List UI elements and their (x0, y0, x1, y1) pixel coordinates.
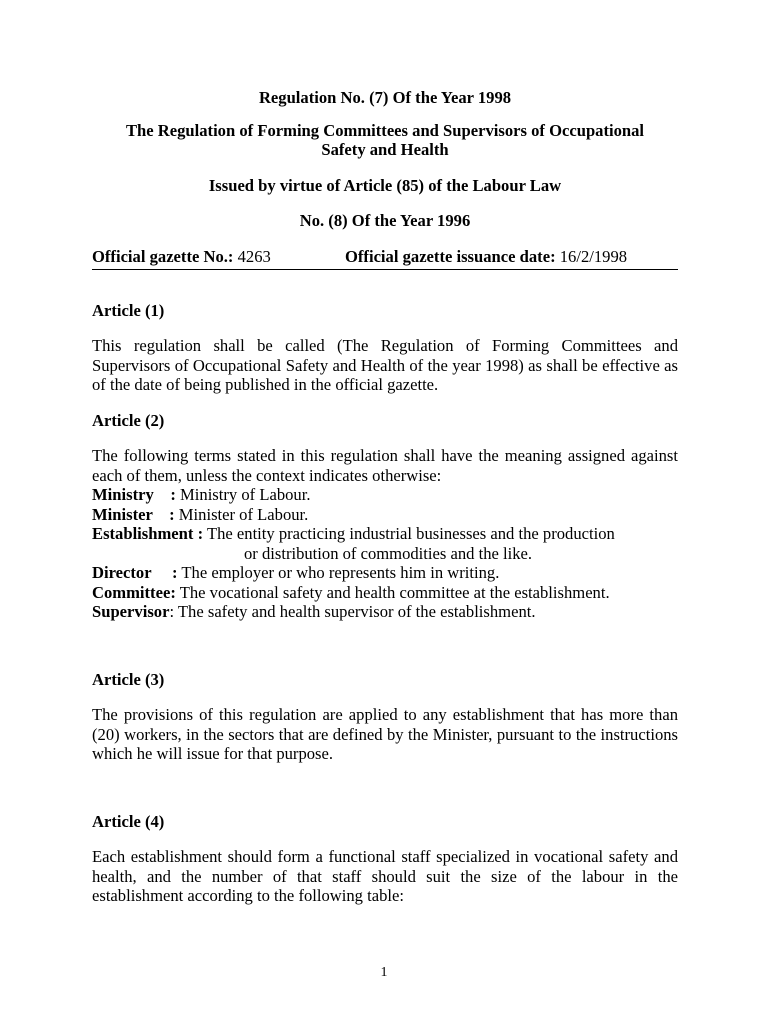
definition-term: Minister : (92, 504, 175, 524)
article-1-text: This regulation shall be called (The Regulation of Forming Committees and Supervisors of Occupational Safety and Health of the year 1998) as shall be effective as of the date of being published in the official gazette. (92, 336, 678, 394)
article-2-intro: The following terms stated in this regulation shall have the meaning assigned against each of them, unless the context indicates otherwise: (92, 446, 678, 485)
definition-term: Supervisor (92, 602, 170, 621)
article-2-heading: Article (2) (92, 410, 165, 430)
definition-meaning-continued: or distribution of commodities and the like. (244, 543, 533, 563)
regulation-number: Regulation No. (7) Of the Year 1998 (258, 88, 512, 107)
gazette-number-value: 4263 (233, 246, 271, 266)
page-number: 1 (380, 965, 388, 980)
definition-ministry (92, 485, 678, 505)
document-body (92, 88, 678, 906)
article-3-text: The provisions of this regulation are applied to any establishment that has more than (20) workers, in the sectors that are defined by the Minister, pursuant to the instructions which he will issue for that purpose. (92, 705, 678, 763)
definition-meaning: : The safety and health supervisor of the establishment. (169, 602, 536, 621)
article-4-text: Each establishment should form a functional staff specialized in vocational safety and health, and the number of that staff should suit the size of the labour in the establishment according to the following table: (92, 847, 678, 905)
regulation-title-line1: The Regulation of Forming Committees and Supervisors of Occupational (125, 120, 645, 140)
definition-meaning: Minister of Labour. (174, 504, 309, 524)
article-4-heading: Article (4) (92, 811, 165, 831)
gazette-date-label: Official gazette issuance date: (345, 246, 556, 266)
definition-term: Committee: (92, 582, 176, 602)
definition-establishment (92, 524, 678, 563)
regulation-title-line2: Safety and Health (321, 140, 449, 159)
gazette-date-value: 16/2/1998 (555, 246, 628, 266)
gazette-number (92, 247, 271, 267)
definition-meaning: The employer or who represents him in writing. (177, 563, 500, 582)
article-1-heading: Article (1) (92, 300, 165, 320)
article-3-heading: Article (3) (92, 669, 165, 689)
definition-term: Director : (92, 563, 178, 582)
definition-meaning: Ministry of Labour. (175, 485, 311, 504)
regulation-title (92, 121, 678, 160)
definition-term: Establishment : (92, 524, 204, 543)
definition-meaning: The vocational safety and health committee at the establishment. (175, 582, 610, 602)
gazette-number-label: Official gazette No.: (92, 246, 234, 266)
definition-supervisor (92, 602, 678, 622)
issued-by: Issued by virtue of Article (85) of the Labour Law (208, 175, 562, 195)
definition-meaning: The entity practicing industrial businesses and the production (203, 524, 615, 543)
definition-minister (92, 505, 678, 525)
definition-committee (92, 583, 678, 603)
gazette-date (345, 247, 627, 267)
gazette-info (92, 247, 678, 267)
definition-term: Ministry : (92, 485, 176, 504)
law-number: No. (8) Of the Year 1996 (299, 211, 471, 230)
definition-director (92, 563, 678, 583)
header-divider (92, 269, 678, 270)
